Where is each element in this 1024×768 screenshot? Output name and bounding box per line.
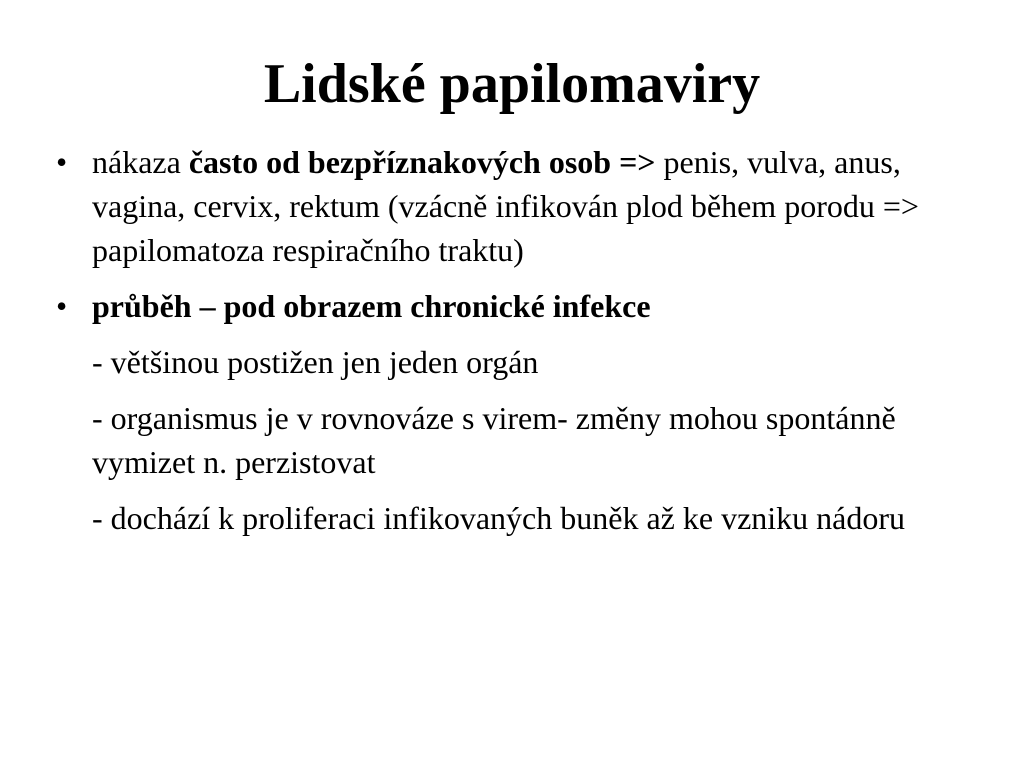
bullet-item-transmission <box>56 140 996 272</box>
slide-content <box>56 140 996 552</box>
bullet-rest-text: penis, vulva, anus, vagina, cervix, rektum (vzácně infikován plod během porodu => papilomatoza respiračního traktu) <box>92 144 919 268</box>
bullet-marker: • <box>56 144 68 180</box>
sub-item: - většinou postižen jen jeden orgán <box>92 344 539 380</box>
bullet-lead-text: nákaza <box>92 144 189 180</box>
slide-title: Lidské papilomaviry <box>263 53 761 115</box>
bullet-bold-text: často od bezpříznakových osob => <box>188 144 656 180</box>
sub-item: - organismus je v rovnováze s virem- změny mohou spontánně vymizet n. perzistovat <box>92 400 896 480</box>
bullet-bold-text: průběh – pod obrazem chronické infekce <box>92 288 651 324</box>
sub-item: - dochází k proliferaci infikovaných buněk až ke vzniku nádoru <box>92 500 906 536</box>
bullet-item-course <box>56 284 996 328</box>
bullet-marker: • <box>56 288 68 324</box>
